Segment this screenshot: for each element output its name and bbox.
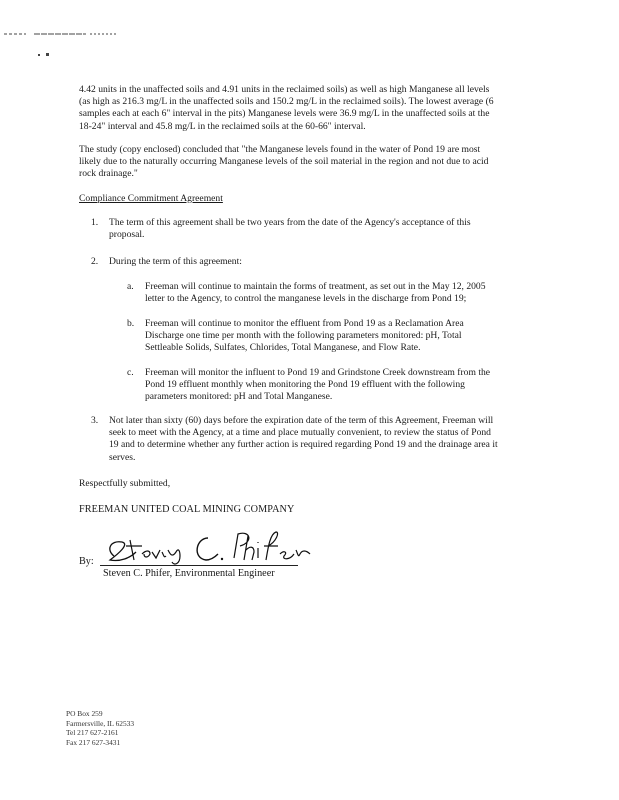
text-line: Settleable Solids, Sulfates, Chlorides, Total Manganese, and Flow Rate. (145, 342, 421, 354)
sub-item-letter: b. (127, 318, 135, 329)
text-line: Pond 19 effluent monthly when monitoring the Pond 19 effluent with the following (145, 379, 465, 391)
text-line: (as high as 216.3 mg/L in the unaffected soils and 150.2 mg/L in the reclaimed soils). The lowest average (6 (79, 96, 494, 108)
text-line: samples each at each 6" interval in the pits) Manganese levels were 36.9 mg/L in the unaffected soils at the (79, 108, 490, 120)
text-line: serves. (109, 451, 136, 463)
footer-po-box: PO Box 259 (66, 709, 103, 718)
sub-item-letter: c. (127, 367, 134, 378)
text-line: Discharge one time per month with the following parameters monitored: pH, Total (145, 330, 462, 342)
sub-item-b-text (145, 318, 545, 355)
handwritten-signature (100, 520, 330, 570)
by-label: By: (79, 556, 94, 567)
paragraph-soil-results (79, 84, 549, 133)
footer-tel: Tel 217 627-2161 (66, 728, 119, 737)
company-name: FREEMAN UNITED COAL MINING COMPANY (79, 504, 295, 515)
item-number: 3. (91, 415, 99, 426)
paragraph-study-conclusion (79, 144, 549, 181)
sub-item-c-text (145, 367, 545, 404)
text-line: The study (copy enclosed) concluded that "the Manganese levels found in the water of Pond 19 are most (79, 144, 481, 155)
text-line: 18-24" interval and 45.8 mg/L in the reclaimed soils at the 60-66" interval. (79, 120, 366, 132)
text-line: Freeman will continue to maintain the forms of treatment, as set out in the May 12, 2005 (145, 281, 486, 292)
footer-city: Farmersville, IL 62533 (66, 718, 135, 728)
scan-artifact-marks (4, 30, 204, 60)
text-line: letter to the Agency, to control the manganese levels in the discharge from Pond 19; (145, 293, 467, 305)
item-number: 2. (91, 256, 99, 267)
text-line: Freeman will monitor the influent to Pond 19 and Grindstone Creek downstream from the (145, 367, 491, 378)
item-1-text (109, 217, 539, 241)
item-2-text: During the term of this agreement: (109, 256, 242, 267)
footer-address (66, 709, 134, 747)
signer-name-title: Steven C. Phifer, Environmental Engineer (103, 568, 275, 579)
text-line: likely due to the naturally occurring Manganese levels of the soil material in the region and not due to acid (79, 156, 489, 168)
item-3-text (109, 415, 554, 464)
footer-fax: Fax 217 627-3431 (66, 737, 121, 747)
text-line: Not later than sixty (60) days before the expiration date of the term of this Agreement, Freeman will (109, 415, 494, 426)
section-heading: Compliance Commitment Agreement (79, 193, 223, 204)
text-line: proposal. (109, 229, 145, 241)
item-number: 1. (91, 217, 99, 228)
sub-item-letter: a. (127, 281, 134, 292)
text-line: rock drainage." (79, 168, 138, 180)
text-line: seek to meet with the Agency, at a time and place mutually convenient, to review the status of Pond (109, 427, 491, 439)
closing-phrase: Respectfully submitted, (79, 478, 171, 489)
text-line: 19 and to determine whether any further action is required regarding Pond 19 and the drainage area it (109, 439, 498, 451)
text-line: The term of this agreement shall be two years from the date of the Agency's acceptance of this (109, 217, 471, 228)
text-line: Freeman will continue to monitor the effluent from Pond 19 as a Reclamation Area (145, 318, 464, 329)
sub-item-a-text (145, 281, 545, 305)
signature-line (100, 565, 298, 566)
text-line: parameters monitored: pH and Total Manganese. (145, 391, 333, 403)
text-line: 4.42 units in the unaffected soils and 4.91 units in the reclaimed soils) as well as high Manganese all levels (79, 84, 490, 95)
